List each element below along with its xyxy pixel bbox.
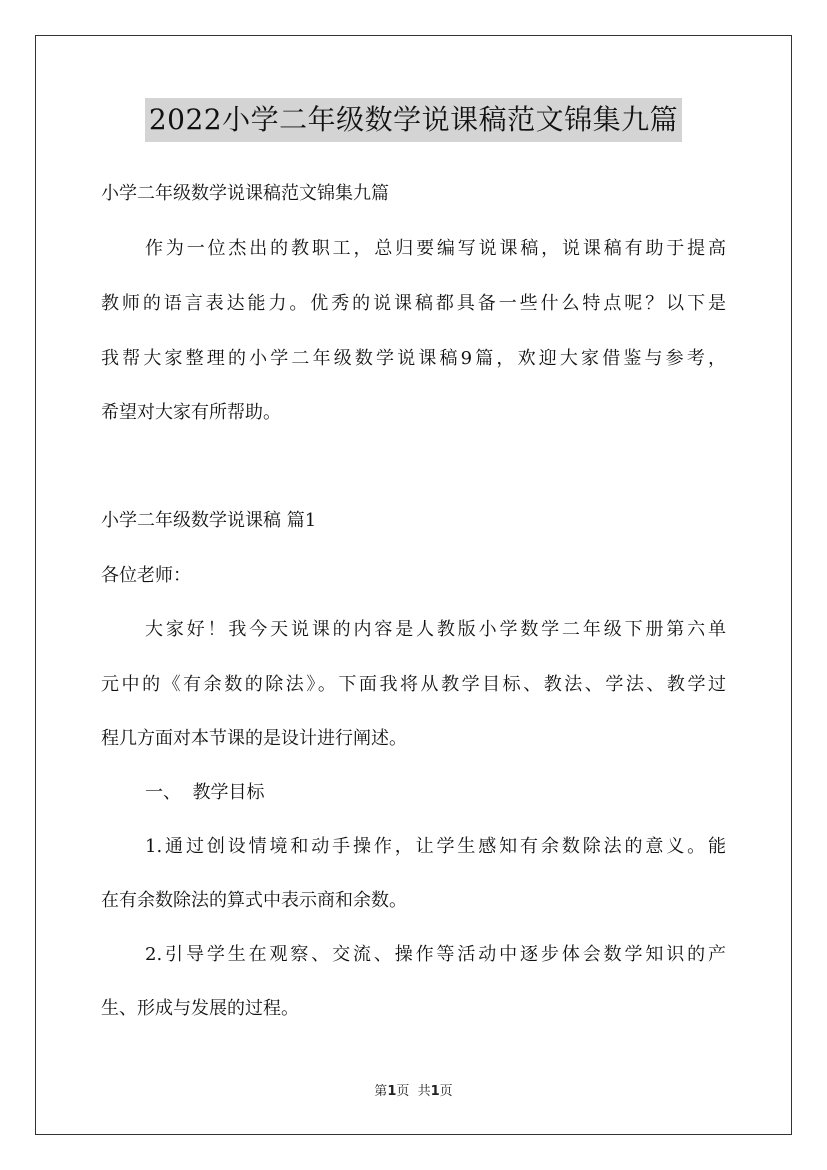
para1-line-1: 大家好！我今天说课的内容是人教版小学数学二年级下册第六单 bbox=[145, 619, 726, 640]
goal2-line-1: 2.引导学生在观察、交流、操作等活动中逐步体会数学知识的产 bbox=[145, 944, 726, 965]
intro-line-4: 希望对大家有所帮助。 bbox=[101, 402, 281, 423]
page-footer bbox=[0, 1083, 827, 1101]
footer-page-mid: 页 共 bbox=[396, 1084, 431, 1099]
document-title bbox=[0, 98, 827, 146]
greeting: 各位老师： bbox=[101, 565, 191, 586]
document-subtitle: 小学二年级数学说课稿范文锦集九篇 bbox=[101, 183, 389, 204]
intro-line-3: 我帮大家整理的小学二年级数学说课稿9篇，欢迎大家借鉴与参考， bbox=[101, 348, 726, 369]
footer-page-prefix: 第 bbox=[374, 1084, 388, 1099]
footer-page-suffix: 页 bbox=[439, 1084, 453, 1099]
goal1-line-1: 1.通过创设情境和动手操作，让学生感知有余数除法的意义。能 bbox=[145, 836, 726, 857]
footer-page-current: 1 bbox=[387, 1084, 397, 1099]
heading-teaching-goals: 一、 教学目标 bbox=[145, 782, 265, 803]
goal1-line-2: 在有余数除法的算式中表示商和余数。 bbox=[101, 890, 407, 911]
intro-line-2: 教师的语言表达能力。优秀的说课稿都具备一些什么特点呢？以下是 bbox=[101, 293, 726, 314]
document-title-text: 2022小学二年级数学说课稿范文锦集九篇 bbox=[145, 98, 682, 142]
intro-line-1: 作为一位杰出的教职工，总归要编写说课稿，说课稿有助于提高 bbox=[145, 238, 726, 259]
goal2-line-2: 生、形成与发展的过程。 bbox=[101, 998, 299, 1019]
section-heading: 小学二年级数学说课稿 篇1 bbox=[101, 510, 317, 531]
para1-line-3: 程几方面对本节课的是设计进行阐述。 bbox=[101, 728, 407, 749]
footer-page-total: 1 bbox=[430, 1084, 440, 1099]
para1-line-2: 元中的《有余数的除法》。下面我将从教学目标、教法、学法、教学过 bbox=[101, 674, 726, 695]
